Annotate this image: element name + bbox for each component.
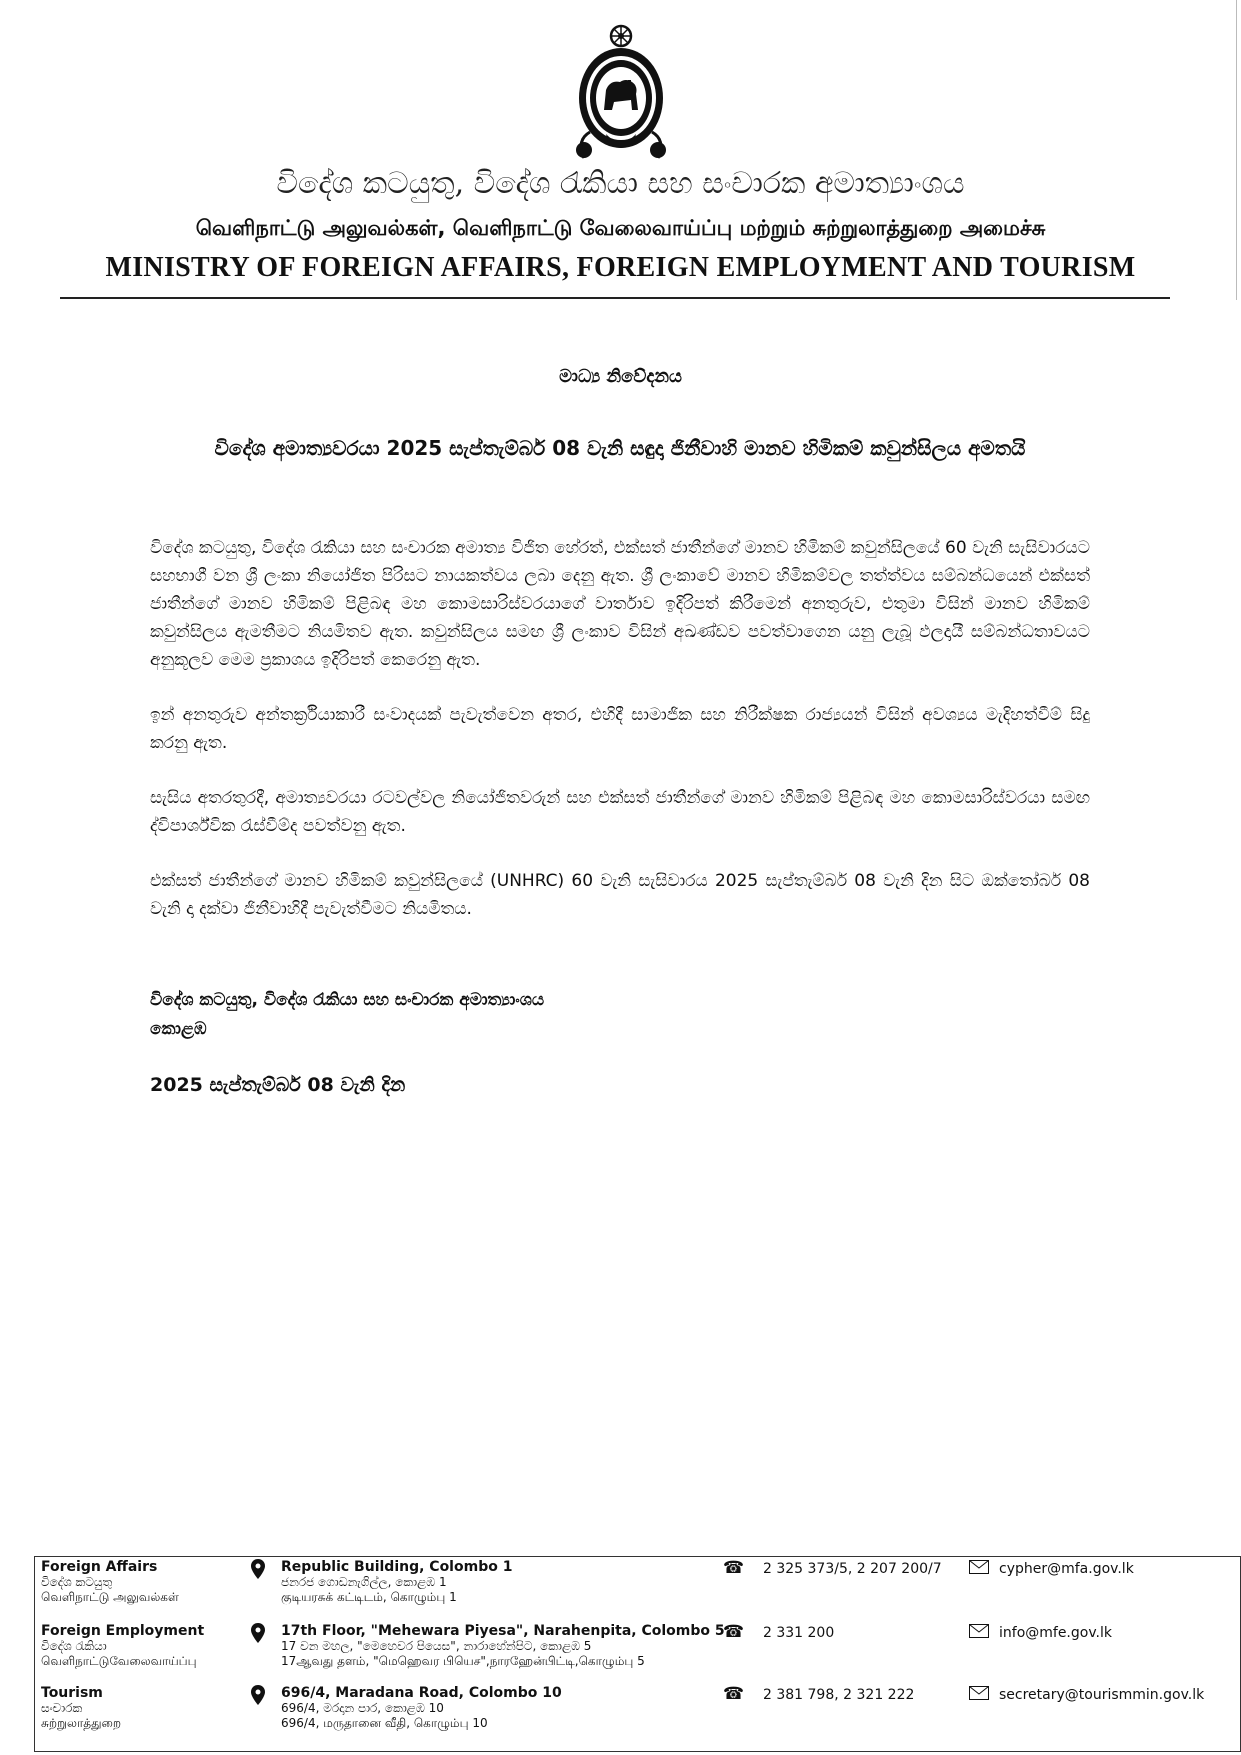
phone-number: 2 325 373/5, 2 207 200/7 [763,1561,942,1577]
address [281,1560,512,1605]
telephone-icon: ☎ [723,1558,745,1578]
address-ta: 696/4, மருதானை வீதி, கொழும்பு 10 [281,1716,488,1730]
org-name-si: විදේශ කටයුතු [41,1575,113,1589]
signoff-city: කොළඹ [150,1019,207,1039]
email-link[interactable]: secretary@tourismmin.gov.lk [999,1687,1205,1703]
telephone-icon: ☎ [723,1622,745,1642]
org-name-en: Foreign Employment [41,1623,205,1639]
release-body [150,534,1090,950]
org-name-si: සංචාරක [41,1701,83,1715]
release-date: 2025 සැප්තැම්බර් 08 වැනි දින [150,1074,406,1096]
header-divider [60,297,1170,299]
address-ta: குடியரசுக் கட்டிடம், கொழும்பு 1 [281,1590,457,1604]
org-name-si: විදේශ රැකියා [41,1639,107,1653]
email-link[interactable]: cypher@mfa.gov.lk [999,1561,1134,1577]
org-name-ta: சுற்றுலாத்துறை [41,1716,122,1730]
contact-footer [34,1556,1241,1752]
org-name-ta: வெளிநாட்டு அலுவல்கள் [41,1590,179,1604]
signoff-ministry: විදේශ කටයුතු, විදේශ රැකියා සහ සංචාරක අමාත්‍යාංශය [150,990,545,1010]
address-si: ජනරජ ගොඩනැගිල්ල, කොළඹ 1 [281,1575,447,1589]
paragraph: සැසිය අතරතුරදී, අමාත්‍යවරයා රටවල්වල නියෝජිතවරුන් සහ එක්සත් ජාතීන්ගේ මානව හිමිකම් පිළිබඳ මහ කොමසාරිස්වරයා සමඟ ද්විපාර්ශ්වික රැස්වීම්ද පවත්වනු ඇත. [150,788,1090,836]
location-pin-icon [251,1559,265,1579]
org-name-ta: வெளிநாட்டுவேலைவாய்ப்பு [41,1654,197,1668]
org-name-en: Foreign Affairs [41,1559,158,1575]
address-si: 696/4, මරදාන පාර, කොළඹ 10 [281,1701,444,1715]
paragraph: විදේශ කටයුතු, විදේශ රැකියා සහ සංචාරක අමාත්‍ය විජිත හේරත්, එක්සත් ජාතීන්ගේ මානව හිමිකම් කවුන්සිලයේ 60 වැනි සැසිවාරයට සහභාගී වන ශ්‍රී ලංකා නියෝජිත පිරිසට නායකත්වය ලබා දෙනු ඇත. ශ්‍රී ලංකාවේ මානව හිමිකම්වල තත්ත්වය සම්බන්ධයෙන් එක්සත් ජාතීන්ගේ මානව හිමිකම් පිළිබඳ මහ කොමසාරිස්වරයාගේ වාර්තාව ඉදිරිපත් කිරීමෙන් අනතුරුව, එතුමා විසින් මානව හිමිකම් කවුන්සිලය ඇමතීමට නියමිතව ඇත. කවුන්සිලය සමඟ ශ්‍රී ලංකාව විසින් අඛණ්ඩව පවත්වාගෙන යනු ලැබූ ඵලදායී සම්බන්ධතාවයට අනුකූලව මෙම ප්‍රකාශය ඉදිරිපත් කෙරෙනු ඇත. [150,538,1090,670]
address-en: 696/4, Maradana Road, Colombo 10 [281,1685,562,1701]
address-si: 17 වන මහල, "මෙහෙවර පියෙස", නාරාහේන්පිට, කොළඹ 5 [281,1639,592,1653]
org-name-en: Tourism [41,1685,103,1701]
address [281,1686,562,1731]
telephone-icon: ☎ [723,1684,745,1704]
org-name [41,1624,204,1669]
envelope-icon [969,1686,989,1700]
phone-number: 2 331 200 [763,1625,835,1641]
ministry-name-tamil: வெளிநாட்டு அலுவல்கள், வெளிநாட்டு வேலைவாய்ப்பு மற்றும் சுற்றுலாத்துறை அமைச்சு [195,216,1046,240]
address-ta: 17ஆவது தளம், "மெஹெவர பியெச",நாரஹேன்பிட்டி,கொழும்பு 5 [281,1654,645,1668]
ministry-name-sinhala: විදේශ කටයුතු, විදේශ රැකියා සහ සංචාරක අමාත්‍යාංශය [276,166,965,201]
location-pin-icon [251,1685,265,1705]
email-link[interactable]: info@mfe.gov.lk [999,1625,1112,1641]
address [281,1624,725,1669]
org-name [41,1686,121,1731]
paragraph: ඉන් අනතුරුව අන්තර්ක්‍රියාකාරී සංවාදයක් පැවැත්වෙන අතර, එහිදී සාමාජික සහ නිරීක්ෂක රාජ්‍යයන් විසින් අවශ්‍යය මැදිහත්වීම් සිදු කරනු ඇත. [150,705,1090,753]
envelope-icon [969,1624,989,1638]
address-en: 17th Floor, "Mehewara Piyesa", Narahenpita, Colombo 5 [281,1623,725,1639]
release-title: විදේශ අමාත්‍යවරයා 2025 සැප්තැම්බර් 08 වැනි සඳුදා ජිනීවාහි මානව හිමිකම් කවුන්සිලය අමතයි [214,436,1026,460]
footer-row-foreign-affairs [35,1557,1240,1619]
ministry-name-english: MINISTRY OF FOREIGN AFFAIRS, FOREIGN EMPLOYMENT AND TOURISM [105,252,1136,283]
footer-row-tourism [35,1683,1240,1745]
signoff [150,986,544,1044]
release-label: මාධ්‍ය නිවේදනය [559,366,682,387]
address-en: Republic Building, Colombo 1 [281,1559,513,1575]
location-pin-icon [251,1623,265,1643]
org-name [41,1560,179,1605]
footer-row-foreign-employment [35,1621,1240,1683]
envelope-icon [969,1560,989,1574]
national-emblem [570,22,672,164]
paragraph: එක්සත් ජාතීන්ගේ මානව හිමිකම් කවුන්සිලයේ (UNHRC) 60 වැනි සැසිවාරය 2025 සැප්තැම්බර් 08 වැනි දින සිට ඔක්තෝබර් 08 වැනි දා දක්වා ජිනීවාහිදී පැවැත්වීමට නියමිතය. [150,871,1090,919]
phone-number: 2 381 798, 2 321 222 [763,1687,915,1703]
